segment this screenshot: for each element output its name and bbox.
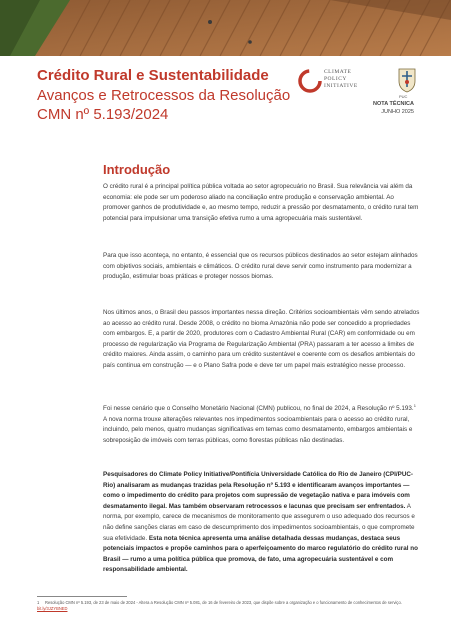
paragraph-5-bold-1: Pesquisadores do Climate Policy Initiative/Pontifícia Universidade Católica do Rio de Janeiro (CPI/PUC-Rio) analisaram as mudanças trazidas pela Resolução nº 5.193 e identificaram avanços importantes — como o impedimento do crédito para projetos com supressão de vegetação nativa e para imóveis com desmatamento ilegal. Mas também observaram retrocessos e lacunas que precisam ser enfrentados.: [103, 471, 414, 510]
section-heading: Introdução: [103, 162, 171, 177]
paragraph-5-normal: A norma, por exemplo, carece de mecanismos de monitoramento que assegurem o uso adequado dos recursos e não define sanções claras em caso de descumprimento dos impedimentos socioambientais, o que compromete sua efetividade.: [103, 502, 415, 542]
footnote-ref[interactable]: 1: [413, 402, 416, 408]
paragraph-5-bold-2: Esta nota técnica apresenta uma análise detalhada dessas mudanças, destaca seus potenciais impactos e propõe caminhos para o aperfeiçoamento do marco regulatório do crédito rural no Brasil — rumo a uma política pública que promova, de fato, uma agropecuária sustentável e com responsabilidade ambiental.: [103, 534, 418, 574]
puc-logo-text: PUC: [399, 94, 408, 99]
document-title: Crédito Rural e Sustentabilidade: [37, 67, 269, 84]
document-subtitle: Avanços e Retrocessos da Resolução CMN nº 5.193/2024: [37, 87, 291, 123]
footnote-text: Resolução CMN nº 5.193, de 23 de maio de 2024 - Altera a Resolução CMN nº 5.081, de 16 de fevereiro de 2023, que dispõe sobre a organização e o funcionamento de conhecimentos de serviço.: [45, 600, 402, 605]
paragraph-1-text: O crédito rural é a principal política pública voltada ao setor agropecuário no Brasil. Sua relevância vai além da economia: ele pode ser um poderoso aliado na conciliação entre produção e conservação ambiental. Ao promover ganhos de produtividade e, ao mesmo tempo, reduzir a pressão por desmatamento, o crédito rural tem potencial para impulsionar uma transição efetiva rumo a uma agropecuária mais sustentável.: [103, 183, 419, 222]
cover-image: [0, 0, 451, 56]
footnote-number: 1: [37, 600, 40, 605]
footnote: [37, 600, 427, 612]
publication-date: JUNHO 2025: [381, 109, 414, 115]
paragraph-1: [103, 182, 420, 224]
puc-seal-icon: [397, 67, 417, 93]
paragraph-4-part-b: A nova norma trouxe alterações relevantes nos impedimentos socioambientais para o acesso ao crédito rural, incluindo, pelo menos, quatro mudanças significativas em temas como desmatamento, embargos ambientais e sobreposição de imóveis com terras públicas, como florestas públicas não destinadas.: [103, 415, 413, 444]
footnote-link[interactable]: bit.ly/3JZYBNED: [37, 606, 68, 611]
footnote-divider: [37, 596, 127, 597]
paragraph-2-text: Para que isso aconteça, no entanto, é essencial que os recursos públicos destinados ao setor estejam alinhados com objetivos sociais, ambientais e climáticos. O crédito rural deve servir como instrumento para modernizar a produção, estimular boas práticas e proteger nossos biomas.: [103, 252, 418, 281]
paragraph-4-part-a: Foi nesse cenário que o Conselho Monetário Nacional (CMN) publicou, no final de 2024, a Resolução nº 5.193.: [103, 405, 414, 412]
paragraph-5: [103, 470, 420, 576]
paragraph-3-text: Nos últimos anos, o Brasil deu passos importantes nessa direção. Critérios socioambientais vêm sendo atrelados ao acesso ao crédito rural. Desde 2008, o crédito no bioma Amazônia não pode ser concedido a propriedades com embargos. E, a partir de 2020, produtores com o Cadastro Ambiental Rural (CAR) em conformidade ou em processo de regularização via Programa de Regularização Ambiental (PRA) passaram a ter acesso a limites de crédito maiores. Ainda assim, o caminho para um crédito sustentável e coerente com os desafios ambientais do país continua em construção — e o Plano Safra pode e deve ter um papel mais estratégico nesse processo.: [103, 309, 420, 369]
paragraph-3: [103, 308, 420, 372]
paragraph-4-text: [103, 404, 420, 446]
farmland-photo: [0, 0, 451, 56]
cpi-logo-text: CLIMATE POLICY INITIATIVE: [324, 69, 358, 89]
paragraph-2: [103, 251, 420, 283]
paragraph-5-text: [103, 470, 420, 576]
note-type-label: NOTA TÉCNICA: [373, 101, 414, 107]
paragraph-4: [103, 404, 420, 446]
